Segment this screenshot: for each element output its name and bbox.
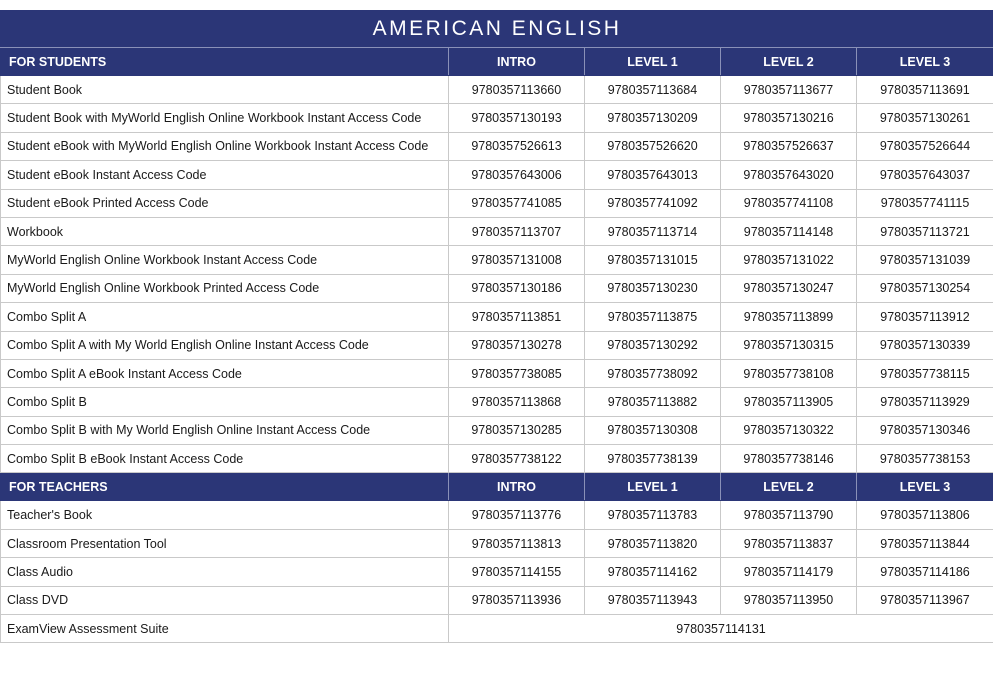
isbn-cell-level-1: 9780357113783: [585, 501, 721, 529]
isbn-cell-level-3: 9780357738153: [857, 445, 993, 473]
product-name: Student eBook Printed Access Code: [1, 189, 449, 217]
isbn-cell-level-3: 9780357113967: [857, 586, 993, 614]
table-row: [1, 359, 993, 387]
isbn-cell-level-1: 9780357130230: [585, 274, 721, 302]
isbn-cell-level-1: 9780357114162: [585, 558, 721, 586]
product-name: Combo Split A with My World English Online Instant Access Code: [1, 331, 449, 359]
product-name: Student eBook Instant Access Code: [1, 161, 449, 189]
product-name: Combo Split B eBook Instant Access Code: [1, 445, 449, 473]
product-name: Combo Split B: [1, 388, 449, 416]
isbn-cell-level-2: 9780357113677: [721, 76, 857, 104]
table-row: [1, 445, 993, 473]
product-name: Student eBook with MyWorld English Online Workbook Instant Access Code: [1, 132, 449, 160]
column-header-intro: INTRO: [449, 48, 585, 76]
isbn-cell-level-2: 9780357130322: [721, 416, 857, 444]
teachers-header-row: [1, 473, 993, 501]
product-name: Class Audio: [1, 558, 449, 586]
isbn-cell-intro: 9780357741085: [449, 189, 585, 217]
teachers-section-heading: FOR TEACHERS: [1, 473, 449, 501]
isbn-cell-intro: 9780357113813: [449, 529, 585, 557]
column-header-level-3: LEVEL 3: [857, 473, 993, 501]
isbn-cell-level-1: 9780357130209: [585, 104, 721, 132]
column-header-intro: INTRO: [449, 473, 585, 501]
isbn-cell-level-3: 9780357738115: [857, 359, 993, 387]
isbn-cell-intro: 9780357113868: [449, 388, 585, 416]
isbn-cell-level-1: 9780357130308: [585, 416, 721, 444]
isbn-cell-level-3: 9780357130346: [857, 416, 993, 444]
isbn-cell-level-3: 9780357130261: [857, 104, 993, 132]
isbn-cell-intro: 9780357130285: [449, 416, 585, 444]
isbn-cell-level-2: 9780357131022: [721, 246, 857, 274]
isbn-cell-level-2: 9780357741108: [721, 189, 857, 217]
isbn-cell-level-2: 9780357113899: [721, 303, 857, 331]
isbn-cell-level-3: 9780357130339: [857, 331, 993, 359]
teachers-rows: [1, 501, 993, 615]
product-name: Class DVD: [1, 586, 449, 614]
table-row: [1, 501, 993, 529]
isbn-cell-level-1: 9780357131015: [585, 246, 721, 274]
isbn-cell-level-1: 9780357113882: [585, 388, 721, 416]
isbn-cell-intro: 9780357113936: [449, 586, 585, 614]
isbn-cell-level-1: 9780357738092: [585, 359, 721, 387]
product-name: Combo Split A: [1, 303, 449, 331]
product-name: MyWorld English Online Workbook Instant Access Code: [1, 246, 449, 274]
isbn-cell-level-1: 9780357113714: [585, 217, 721, 245]
isbn-cell-level-2: 9780357526637: [721, 132, 857, 160]
students-section-heading: FOR STUDENTS: [1, 48, 449, 76]
isbn-cell-level-1: 9780357113820: [585, 529, 721, 557]
isbn-cell-intro: 9780357131008: [449, 246, 585, 274]
isbn-cell-level-3: 9780357113912: [857, 303, 993, 331]
isbn-cell-intro: 9780357113660: [449, 76, 585, 104]
isbn-cell-intro: 9780357114155: [449, 558, 585, 586]
isbn-cell-level-3: 9780357131039: [857, 246, 993, 274]
isbn-cell-level-2: 9780357738108: [721, 359, 857, 387]
isbn-cell-level-3: 9780357643037: [857, 161, 993, 189]
isbn-cell-level-2: 9780357114179: [721, 558, 857, 586]
table-row: [1, 586, 993, 614]
isbn-cell-level-3: 9780357113691: [857, 76, 993, 104]
table-row: [1, 161, 993, 189]
column-header-level-1: LEVEL 1: [585, 48, 721, 76]
product-name: ExamView Assessment Suite: [1, 615, 449, 643]
product-name: Student Book: [1, 76, 449, 104]
isbn-cell-level-3: 9780357113844: [857, 529, 993, 557]
students-header-row: [1, 48, 993, 76]
isbn-cell-all-levels: 9780357114131: [449, 615, 993, 643]
table-row: [1, 76, 993, 104]
isbn-cell-level-3: 9780357741115: [857, 189, 993, 217]
product-name: Student Book with MyWorld English Online Workbook Instant Access Code: [1, 104, 449, 132]
product-name: Workbook: [1, 217, 449, 245]
isbn-cell-intro: 9780357643006: [449, 161, 585, 189]
table-row: [1, 558, 993, 586]
table-row: [1, 189, 993, 217]
product-name: MyWorld English Online Workbook Printed Access Code: [1, 274, 449, 302]
table-row: [1, 303, 993, 331]
isbn-cell-level-3: 9780357113806: [857, 501, 993, 529]
isbn-cell-intro: 9780357113776: [449, 501, 585, 529]
isbn-cell-level-3: 9780357130254: [857, 274, 993, 302]
isbn-cell-intro: 9780357113851: [449, 303, 585, 331]
column-header-level-2: LEVEL 2: [721, 473, 857, 501]
product-name: Teacher's Book: [1, 501, 449, 529]
isbn-cell-intro: 9780357130193: [449, 104, 585, 132]
isbn-table: [0, 10, 993, 643]
isbn-cell-level-2: 9780357643020: [721, 161, 857, 189]
isbn-cell-intro: 9780357130186: [449, 274, 585, 302]
column-header-level-2: LEVEL 2: [721, 48, 857, 76]
table-row: [1, 388, 993, 416]
page-title: AMERICAN ENGLISH: [1, 11, 993, 48]
isbn-cell-level-3: 9780357526644: [857, 132, 993, 160]
title-row: [1, 11, 993, 48]
table-row: [1, 104, 993, 132]
isbn-cell-intro: 9780357130278: [449, 331, 585, 359]
table-row: [1, 274, 993, 302]
students-rows: [1, 76, 993, 473]
column-header-level-3: LEVEL 3: [857, 48, 993, 76]
product-name: Combo Split B with My World English Online Instant Access Code: [1, 416, 449, 444]
isbn-cell-level-1: 9780357738139: [585, 445, 721, 473]
isbn-cell-level-3: 9780357114186: [857, 558, 993, 586]
isbn-cell-intro: 9780357738122: [449, 445, 585, 473]
table-row: [1, 217, 993, 245]
isbn-cell-level-1: 9780357113875: [585, 303, 721, 331]
table-row: [1, 416, 993, 444]
isbn-cell-level-2: 9780357130247: [721, 274, 857, 302]
isbn-cell-level-2: 9780357113950: [721, 586, 857, 614]
isbn-cell-level-2: 9780357130216: [721, 104, 857, 132]
isbn-cell-level-1: 9780357741092: [585, 189, 721, 217]
table-row: [1, 331, 993, 359]
isbn-cell-level-1: 9780357113684: [585, 76, 721, 104]
isbn-cell-intro: 9780357113707: [449, 217, 585, 245]
isbn-cell-level-2: 9780357114148: [721, 217, 857, 245]
isbn-cell-level-2: 9780357113790: [721, 501, 857, 529]
isbn-cell-level-2: 9780357113905: [721, 388, 857, 416]
table-row: [1, 529, 993, 557]
isbn-cell-level-1: 9780357526620: [585, 132, 721, 160]
column-header-level-1: LEVEL 1: [585, 473, 721, 501]
isbn-cell-level-3: 9780357113929: [857, 388, 993, 416]
table-row: [1, 132, 993, 160]
isbn-cell-level-2: 9780357130315: [721, 331, 857, 359]
product-name: Classroom Presentation Tool: [1, 529, 449, 557]
product-name: Combo Split A eBook Instant Access Code: [1, 359, 449, 387]
isbn-cell-level-1: 9780357130292: [585, 331, 721, 359]
isbn-cell-intro: 9780357526613: [449, 132, 585, 160]
table-row: [1, 246, 993, 274]
isbn-cell-level-1: 9780357113943: [585, 586, 721, 614]
table-row: [1, 615, 993, 643]
isbn-cell-level-2: 9780357738146: [721, 445, 857, 473]
isbn-cell-level-1: 9780357643013: [585, 161, 721, 189]
isbn-cell-level-3: 9780357113721: [857, 217, 993, 245]
isbn-cell-intro: 9780357738085: [449, 359, 585, 387]
isbn-table-sheet: [0, 10, 993, 643]
isbn-cell-level-2: 9780357113837: [721, 529, 857, 557]
